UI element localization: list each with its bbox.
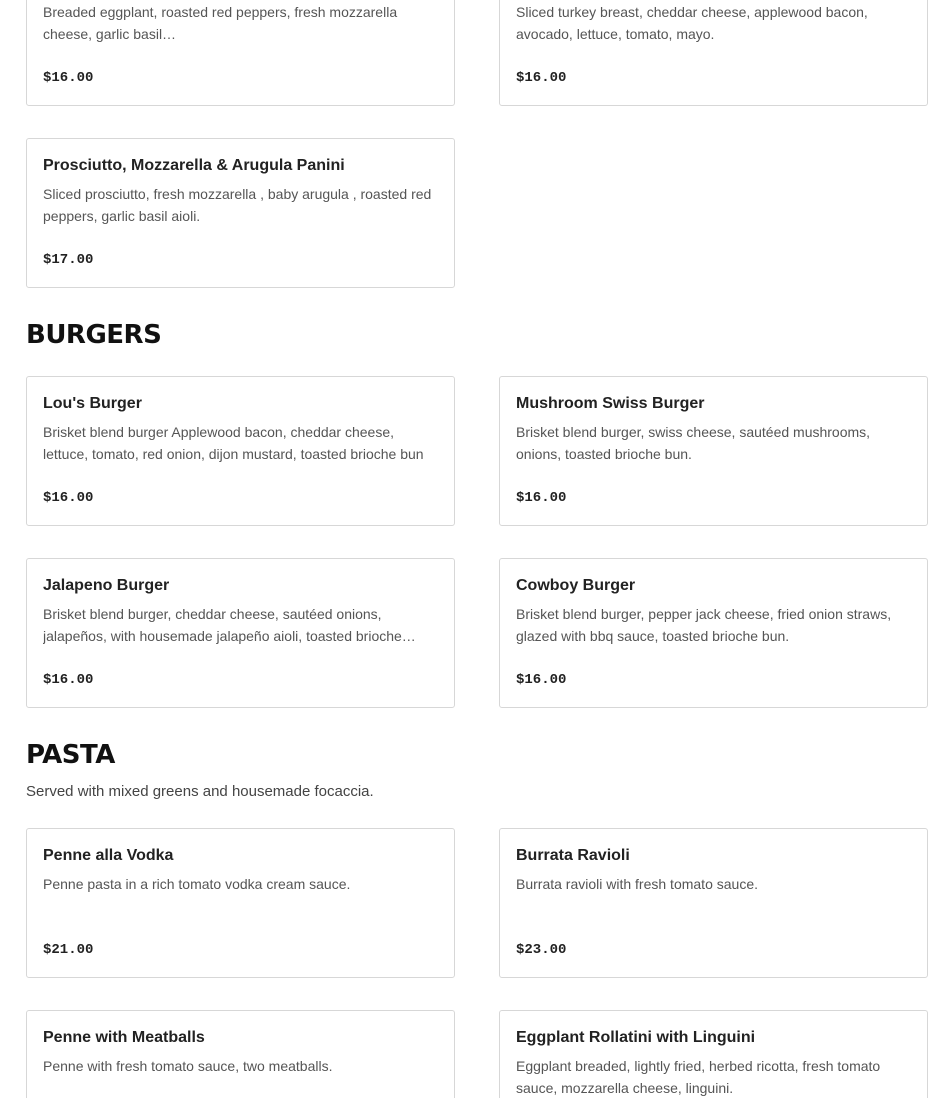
- menu-item-name: Eggplant Rollatini with Linguini: [516, 1029, 756, 1046]
- menu-item-price: $23.00: [516, 942, 567, 958]
- menu-item-description: Eggplant breaded, lightly fried, herbed ricotta, fresh tomato sauce, mozzarella cheese, linguini.: [516, 1058, 881, 1096]
- menu-item-price: $21.00: [43, 942, 94, 958]
- menu-item-price: $17.00: [43, 252, 94, 268]
- menu-item-card[interactable]: [26, 0, 455, 106]
- menu-item-name: Jalapeno Burger: [43, 577, 170, 594]
- menu-item-description: Sliced prosciutto, fresh mozzarella , baby arugula , roasted red peppers, garlic basil aioli.: [43, 186, 432, 224]
- menu-item-price: $16.00: [516, 70, 567, 86]
- menu-item-price: $16.00: [516, 490, 567, 506]
- menu-item-card[interactable]: [26, 558, 455, 708]
- menu-item-name: Penne alla Vodka: [43, 847, 174, 864]
- section-subtitle-pasta: Served with mixed greens and housemade focaccia.: [26, 783, 374, 800]
- menu-item-card[interactable]: [26, 828, 455, 978]
- menu-item-card[interactable]: [26, 138, 455, 288]
- menu-item-description: Penne pasta in a rich tomato vodka cream sauce.: [43, 876, 351, 892]
- menu-item-card[interactable]: [26, 376, 455, 526]
- menu-item-card[interactable]: [499, 0, 928, 106]
- menu-item-description: Sliced turkey breast, cheddar cheese, applewood bacon, avocado, lettuce, tomato, mayo.: [516, 4, 868, 42]
- menu-item-name: Mushroom Swiss Burger: [516, 395, 705, 412]
- menu-item-description: Brisket blend burger, pepper jack cheese, fried onion straws, glazed with bbq sauce, toasted brioche bun.: [516, 606, 892, 644]
- menu-item-name: Prosciutto, Mozzarella & Arugula Panini: [43, 157, 345, 174]
- menu-item-description: Penne with fresh tomato sauce, two meatballs.: [43, 1058, 333, 1074]
- menu-item-card[interactable]: [499, 376, 928, 526]
- menu-item-description: Brisket blend burger, cheddar cheese, sautéed onions, jalapeños, with housemade jalapeño aioli, toasted brioche…: [43, 606, 416, 644]
- menu-item-price: $16.00: [43, 490, 94, 506]
- section-title-burgers: BURGERS: [26, 320, 162, 350]
- menu-item-card[interactable]: [499, 558, 928, 708]
- menu-item-card[interactable]: [499, 828, 928, 978]
- menu-item-card[interactable]: [26, 1010, 455, 1098]
- menu-item-price: $16.00: [43, 672, 94, 688]
- menu-item-description: Brisket blend burger Applewood bacon, cheddar cheese, lettuce, tomato, red onion, dijon mustard, toasted brioche bun: [43, 424, 424, 462]
- menu-item-description: Brisket blend burger, swiss cheese, sautéed mushrooms, onions, toasted brioche bun.: [516, 424, 871, 462]
- menu-item-name: Lou's Burger: [43, 395, 142, 412]
- menu-item-price: $16.00: [516, 672, 567, 688]
- menu-item-name: Cowboy Burger: [516, 577, 636, 594]
- menu-item-price: $16.00: [43, 70, 94, 86]
- menu-item-card[interactable]: [499, 1010, 928, 1098]
- menu-item-description: Burrata ravioli with fresh tomato sauce.: [516, 876, 758, 892]
- menu-item-description: Breaded eggplant, roasted red peppers, fresh mozzarella cheese, garlic basil…: [43, 4, 398, 42]
- menu-item-name: Penne with Meatballs: [43, 1029, 205, 1046]
- section-title-pasta: PASTA: [26, 740, 115, 770]
- menu-item-name: Burrata Ravioli: [516, 847, 630, 864]
